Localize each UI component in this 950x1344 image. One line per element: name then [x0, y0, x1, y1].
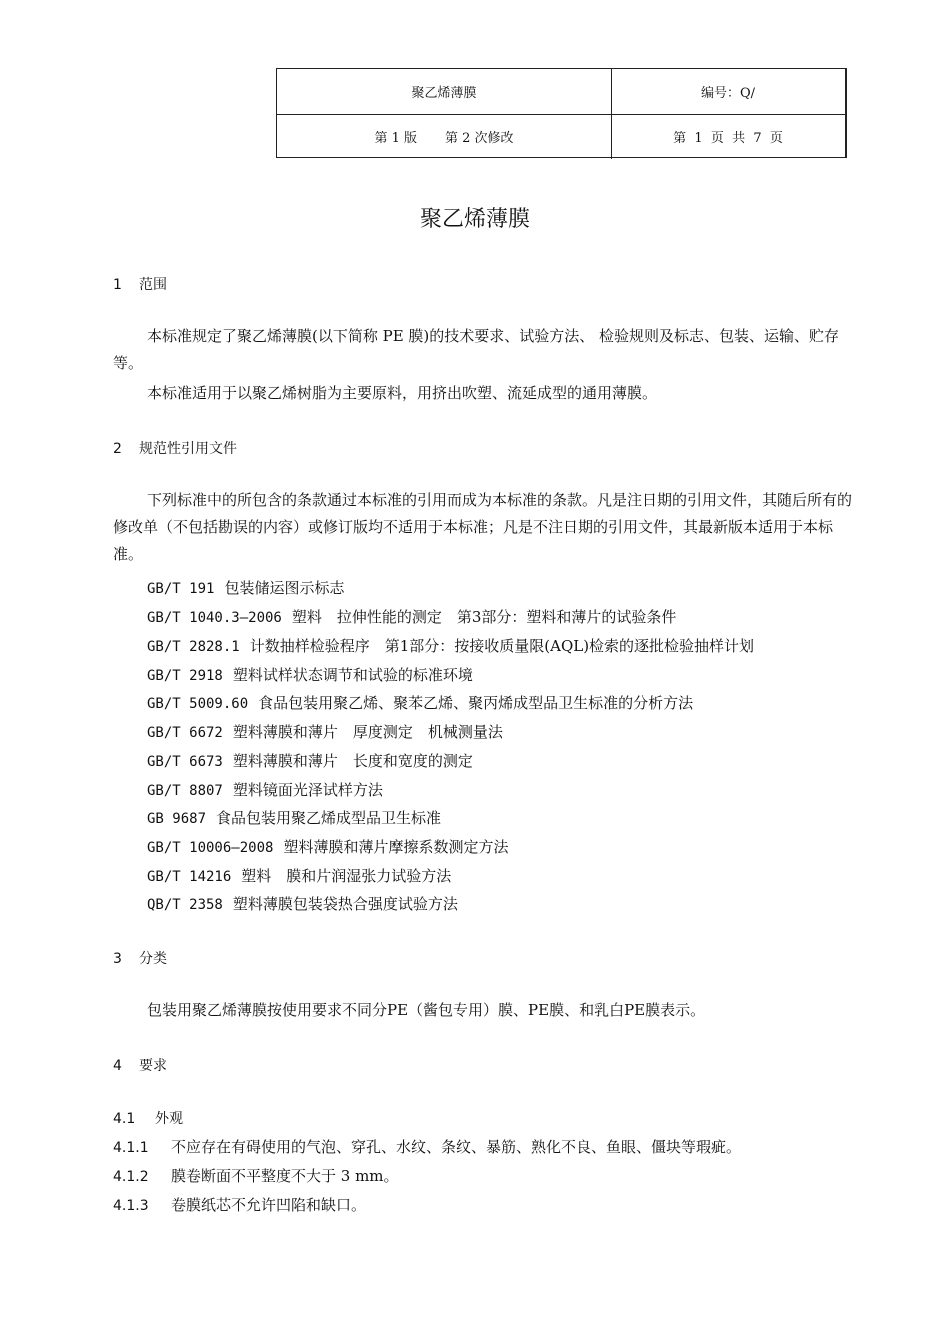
paragraph-scope-1: 本标准规定了聚乙烯薄膜(以下简称 PE 膜)的技术要求、试验方法、 检验规则及标志、包装、运输、贮存等。	[113, 327, 840, 372]
reference-item: GB/T 191 包装储运图示标志	[147, 579, 345, 597]
subsection-title: 外观	[155, 1111, 183, 1127]
requirement-item: 4.1.1 不应存在有碍使用的气泡、穿孔、水纹、条纹、暴筋、熟化不良、鱼眼、僵块等瑕疵。	[113, 1138, 742, 1156]
section-number: 1	[113, 277, 122, 293]
header-revision: 第 2 次修改	[445, 131, 514, 146]
reference-item: GB/T 10006—2008 塑料薄膜和薄片摩擦系数测定方法	[147, 838, 509, 856]
paragraph-classification: 包装用聚乙烯薄膜按使用要求不同分PE（酱包专用）膜、PE膜、和乳白PE膜表示。	[147, 1001, 706, 1019]
header-version-cell	[277, 114, 612, 159]
reference-item: QB/T 2358 塑料薄膜包装袋热合强度试验方法	[147, 895, 458, 913]
requirement-item: 4.1.2 膜卷断面不平整度不大于 3 mm。	[113, 1167, 399, 1185]
reference-item: GB/T 6673 塑料薄膜和薄片 长度和宽度的测定	[147, 752, 473, 770]
reference-item: GB/T 2828.1 计数抽样检验程序 第1部分：按接收质量限(AQL)检索的逐批检验抽样计划	[147, 637, 755, 655]
header-version: 第 1 版	[374, 131, 417, 146]
section-number: 2	[113, 441, 122, 457]
section-heading-scope	[113, 274, 167, 294]
section-number: 4	[113, 1058, 122, 1074]
header-page-info: 第 1 页 共 7 页	[673, 131, 783, 146]
paragraph-scope-2: 本标准适用于以聚乙烯树脂为主要原料，用挤出吹塑、流延成型的通用薄膜。	[147, 384, 658, 402]
section-heading-classification	[113, 948, 167, 968]
section-title: 要求	[139, 1058, 167, 1074]
header-doc-number: 编号：Q/	[700, 86, 756, 101]
subsection-heading-appearance	[113, 1108, 183, 1128]
header-doc-name: 聚乙烯薄膜	[277, 69, 612, 114]
reference-item: GB/T 1040.3—2006 塑料 拉伸性能的测定 第3部分：塑料和薄片的试验条件	[147, 608, 677, 626]
reference-item: GB/T 8807 塑料镜面光泽试样方法	[147, 781, 383, 799]
reference-item: GB 9687 食品包装用聚乙烯成型品卫生标准	[147, 809, 442, 827]
section-title: 分类	[139, 951, 167, 967]
header-row-2	[277, 114, 845, 159]
header-row-1	[277, 69, 845, 115]
reference-item: GB/T 2918 塑料试样状态调节和试验的标准环境	[147, 666, 473, 684]
reference-item: GB/T 6672 塑料薄膜和薄片 厚度测定 机械测量法	[147, 723, 503, 741]
section-number: 3	[113, 951, 122, 967]
section-heading-references	[113, 438, 237, 458]
document-title: 聚乙烯薄膜	[419, 207, 530, 232]
section-title: 规范性引用文件	[139, 441, 237, 457]
section-heading-requirements	[113, 1055, 167, 1075]
subsection-number: 4.1	[113, 1111, 136, 1127]
section-title: 范围	[139, 277, 167, 293]
reference-item: GB/T 5009.60 食品包装用聚乙烯、聚苯乙烯、聚丙烯成型品卫生标准的分析方法	[147, 694, 694, 712]
paragraph-references-intro: 下列标准中的所包含的条款通过本标准的引用而成为本标准的条款。凡是注日期的引用文件，其随后所有的修改单（不包括勘误的内容）或修订版均不适用于本标准；凡是不注日期的引用文件，其最新版本适用于本标准。	[113, 491, 853, 563]
reference-item: GB/T 14216 塑料 膜和片润湿张力试验方法	[147, 867, 452, 885]
header-table	[276, 68, 847, 158]
requirement-item: 4.1.3 卷膜纸芯不允许凹陷和缺口。	[113, 1196, 367, 1214]
